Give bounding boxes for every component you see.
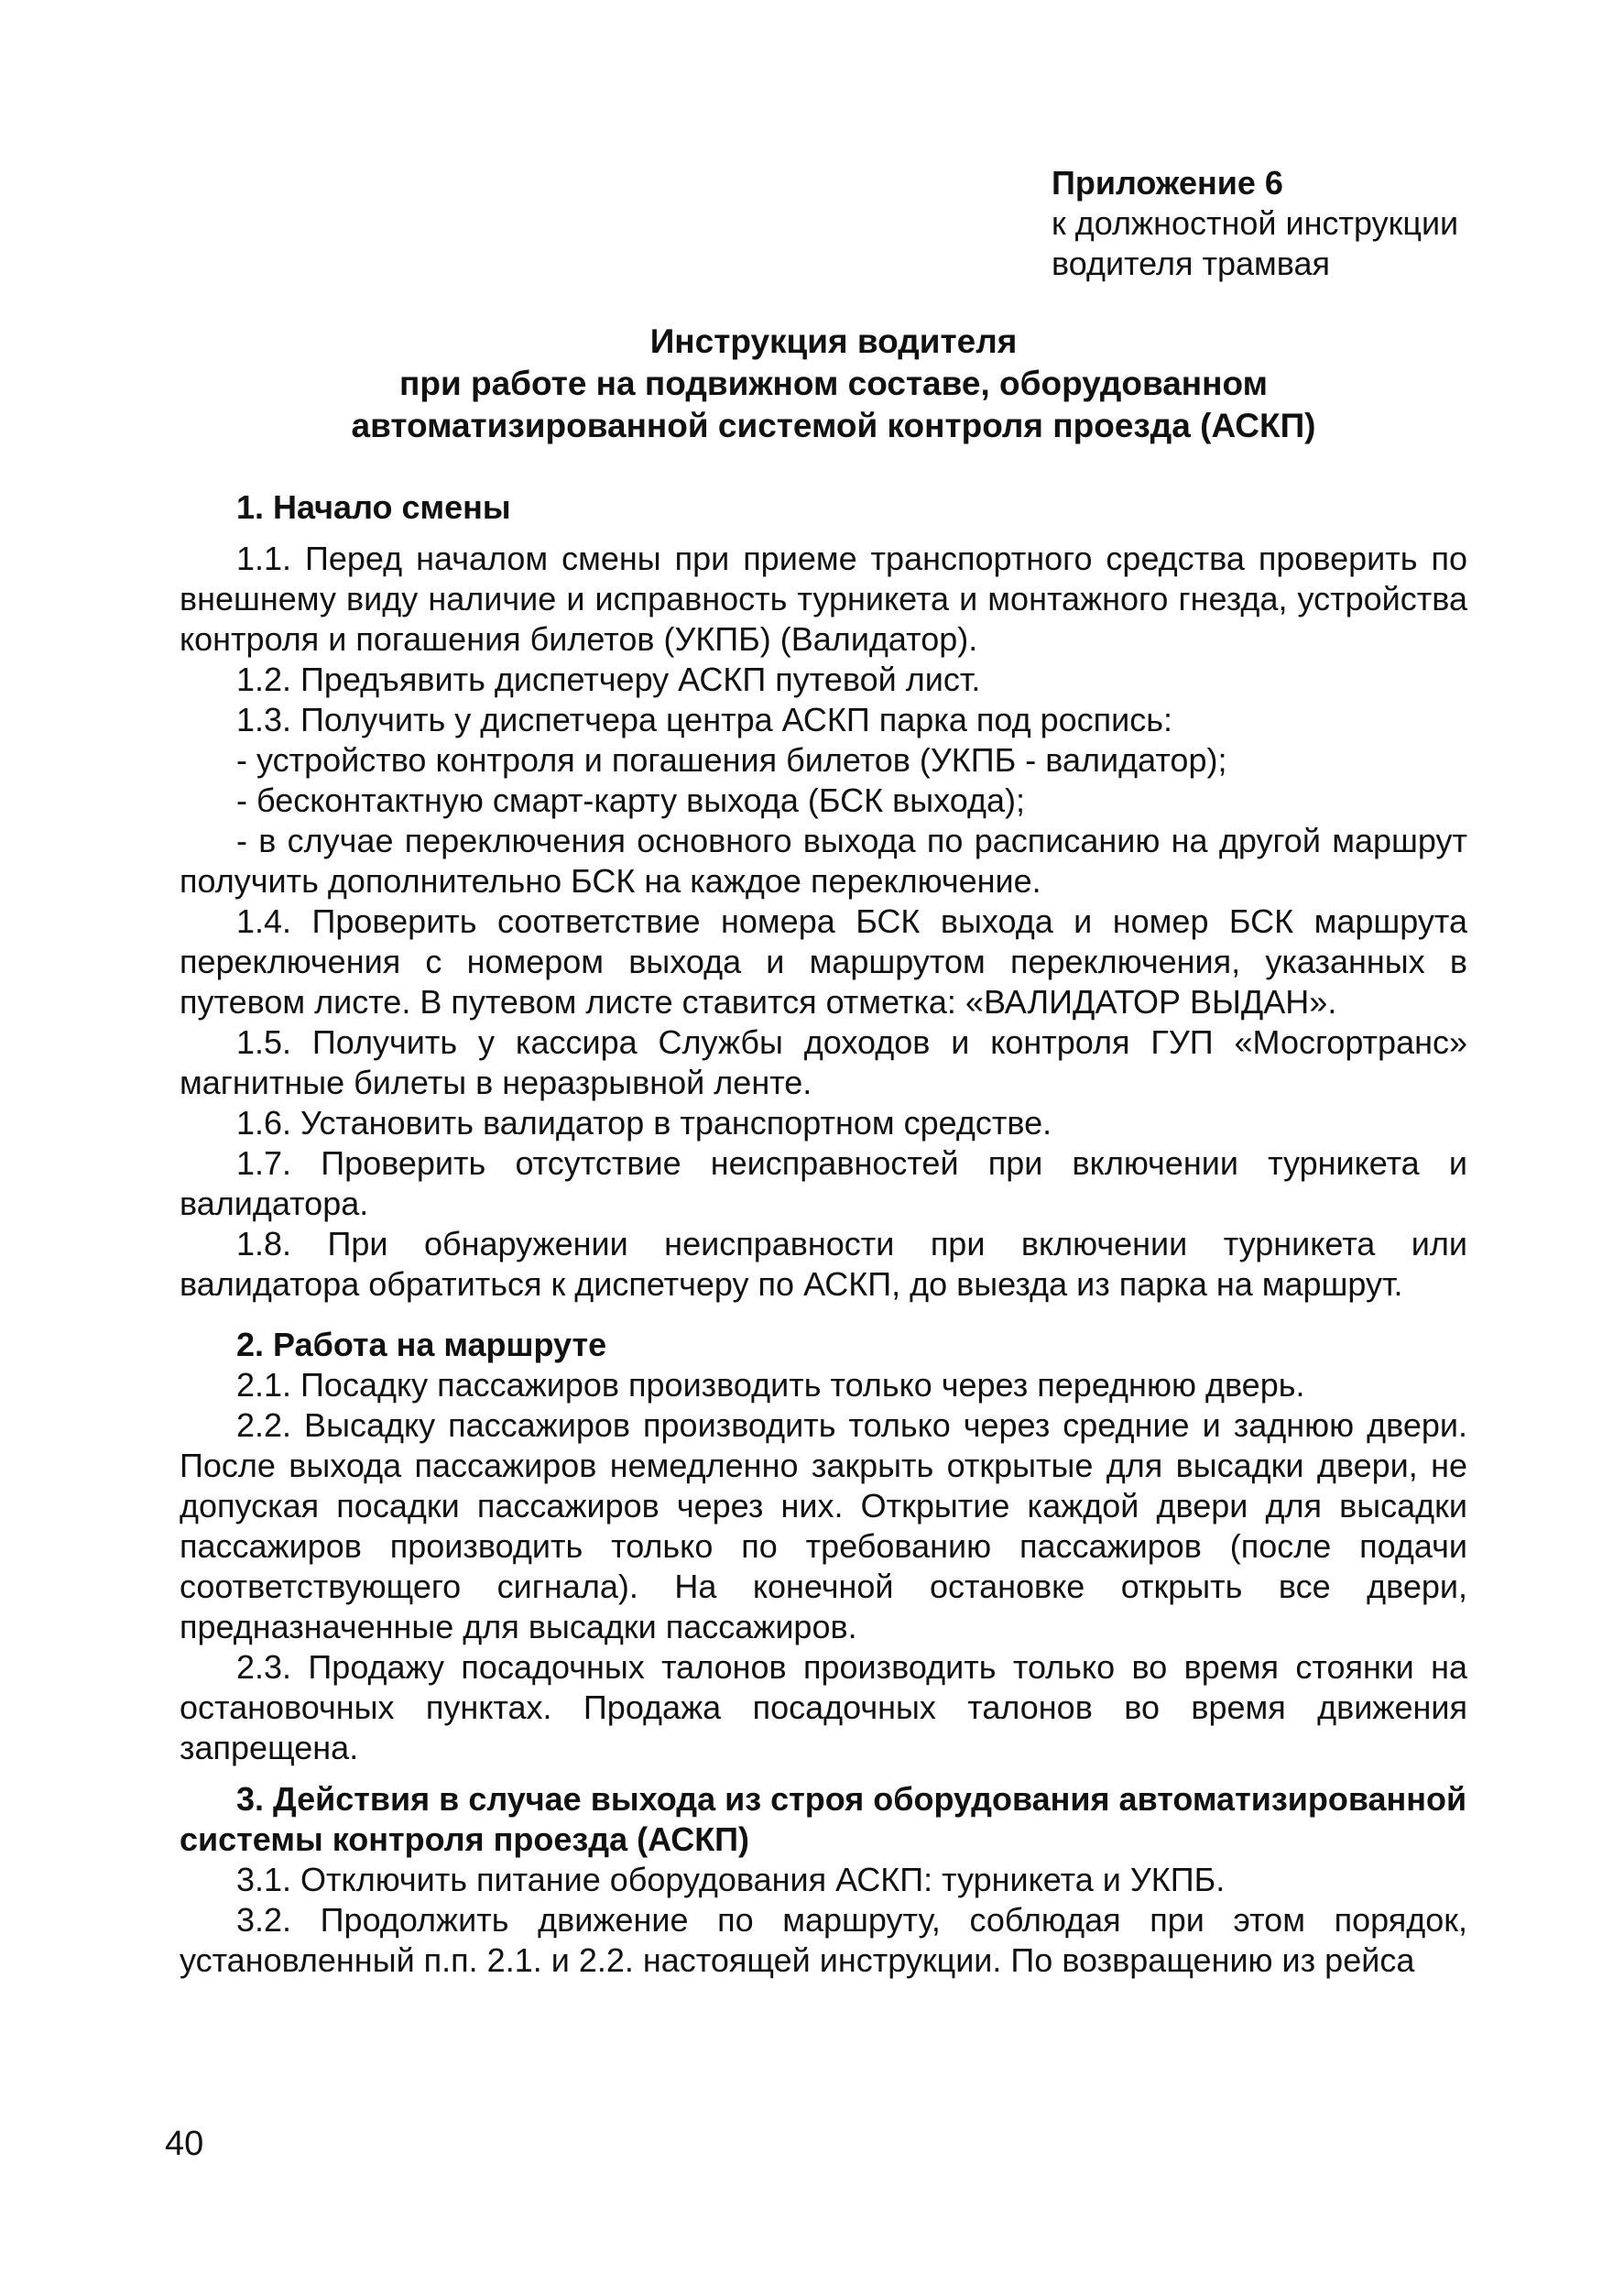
paragraph: 1.1. Перед началом смены при приеме транспортного средства проверить по внешнему виду наличие и исправность турникета и монтажного гнезда, устройства контроля и погашения билетов (УКПБ) (Валидатор). <box>180 540 1467 658</box>
paragraph: 1.3. Получить у диспетчера центра АСКП парка под роспись: <box>236 701 1172 738</box>
title-line: Инструкция водителя <box>649 322 1018 360</box>
paragraph: 1.8. При обнаружении неисправности при включении турникета или валидатора обратиться к диспетчеру по АСКП, до выезда из парка на маршрут. <box>180 1225 1467 1303</box>
paragraph: 1.2. Предъявить диспетчеру АСКП путевой лист. <box>236 661 981 698</box>
title-line: автоматизированной системой контроля проезда (АСКП) <box>351 407 1316 444</box>
paragraph: 2.3. Продажу посадочных талонов производить только во время стоянки на остановочных пунктах. Продажа посадочных талонов во время движения запрещена. <box>180 1648 1467 1766</box>
paragraph: 1.5. Получить у кассира Службы доходов и контроля ГУП «Мосгортранс» магнитные билеты в неразрывной ленте. <box>180 1023 1467 1101</box>
appendix-line: водителя трамвая <box>1052 245 1330 282</box>
paragraph: 2.2. Высадку пассажиров производить только через средние и заднюю двери. После выхода пассажиров немедленно закрыть открытые для высадки двери, не допуская посадки пассажиров через них. Открытие каждой двери для высадки пассажиров производить только по требованию пассажиров (после подачи соответствующего сигнала). На конечной остановке открыть все двери, предназначенные для высадки пассажиров. <box>180 1406 1467 1645</box>
list-item: - в случае переключения основного выхода по расписанию на другой маршрут получить дополнительно БСК на каждое переключение. <box>180 822 1467 900</box>
paragraph: 1.6. Установить валидатор в транспортном средстве. <box>236 1104 1052 1142</box>
appendix-line: к должностной инструкции <box>1052 204 1459 242</box>
section-heading: 2. Работа на маршруте <box>236 1326 607 1363</box>
paragraph: 3.2. Продолжить движение по маршруту, соблюдая при этом порядок, установленный п.п. 2.1. и 2.2. настоящей инструкции. По возвращению из рейса <box>180 1901 1467 1979</box>
list-item: - бесконтактную смарт-карту выхода (БСК выхода); <box>236 781 1025 819</box>
appendix-block <box>1052 163 1564 284</box>
paragraph: 2.1. Посадку пассажиров производить только через переднюю дверь. <box>236 1366 1305 1404</box>
paragraph: 1.4. Проверить соответствие номера БСК выхода и номер БСК маршрута переключения с номером выхода и маршрутом переключения, указанных в путевом листе. В путевом листе ставится отметка: «ВАЛИДАТОР ВЫДАН». <box>180 902 1467 1021</box>
appendix-title: Приложение 6 <box>1052 164 1283 202</box>
paragraph: 1.7. Проверить отсутствие неисправностей при включении турникета и валидатора. <box>180 1144 1467 1222</box>
document-title <box>174 321 1493 447</box>
paragraph: 3.1. Отключить питание оборудования АСКП: турникета и УКПБ. <box>236 1861 1226 1898</box>
section-heading: 1. Начало смены <box>236 488 511 526</box>
list-item: - устройство контроля и погашения билетов (УКПБ - валидатор); <box>236 741 1227 779</box>
title-line: при работе на подвижном составе, оборудованном <box>399 365 1268 402</box>
section-heading: 3. Действия в случае выхода из строя оборудования автоматизированной системы контроля проезда (АСКП) <box>180 1780 1467 1858</box>
document-body <box>180 487 1467 1981</box>
page-number: 40 <box>165 2125 204 2163</box>
